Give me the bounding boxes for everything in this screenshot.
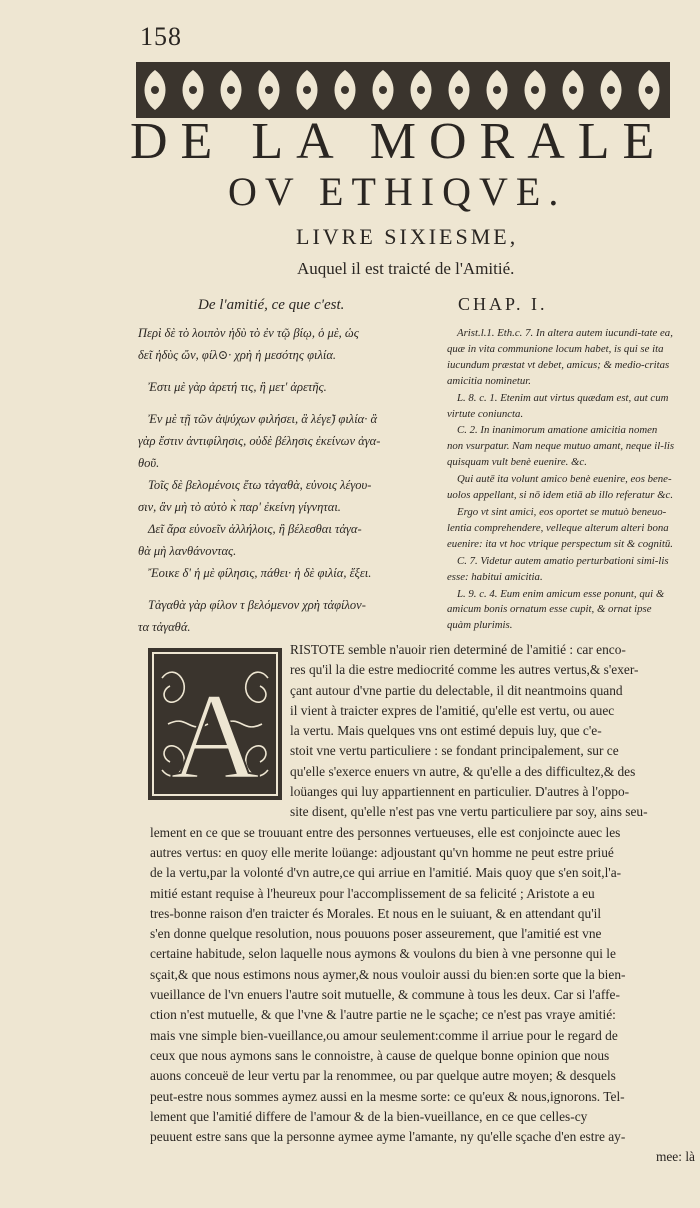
body-line: s'en donne quelque resolution, nous pouuons poser asseurement, que l'amitié est vne bbox=[150, 926, 602, 942]
greek-passage: Δεῖ ἄρα εὐνοεῖν ἀλλήλοις, ἢ βέλεσθαι τἀγα- θὰ μὴ λανθάνοντας. bbox=[138, 522, 362, 558]
book-heading: LIVRE SIXIESME, bbox=[296, 224, 519, 249]
greek-passage: Ἐν μὲ τῇ τῶν ἀψύχων φιλήσει, ἃ λέγε̃) φιλία· ἃ γὰρ ἔστιν ἀντιφίλησις, οὐδὲ βέλησις ἐκείνων ἀγα- θοῦ. bbox=[138, 412, 381, 470]
svg-text:A: A bbox=[170, 668, 260, 800]
book-subject: Auquel il est traicté de l'Amitié. bbox=[297, 259, 515, 278]
ornament-dot bbox=[303, 86, 311, 94]
title-sub: OV ETHIQVE. bbox=[228, 169, 567, 214]
body-line: loüanges qui luy appartiennent en particulier. D'autres à l'oppo- bbox=[290, 784, 630, 800]
ornament-dot bbox=[379, 86, 387, 94]
body-text bbox=[150, 640, 695, 1168]
body-line: autres vertus: en quoy elle merite loüange: adjoustant qu'vn homme ne peut estre priué bbox=[150, 844, 614, 860]
greek-passage: Τἀγαθὰ γὰρ φίλον τ βελόμενον χρὴ τἀφίλον- τα τἀγαθά. bbox=[138, 598, 366, 634]
ornament-dot bbox=[645, 86, 653, 94]
margin-note: C. 2. In inanimorum amatione amicitia nomen non vsurpatur. Nam neque mutuo amant, neque il-lis quisquam vult benè euenire. &c. bbox=[447, 424, 675, 469]
body-line: il vient à traicter expres de l'amitié, qu'elle est vertu, ou auec bbox=[290, 702, 615, 718]
body-line: site disent, qu'elle n'est pas vne vertu particuliere par soy, ains seu- bbox=[290, 804, 648, 820]
margin-note: Qui autē ita volunt amico benè euenire, eos bene-uolos appellant, si nō idem etiā ab illo referatur &c. bbox=[447, 473, 674, 502]
body-line: ction n'est mutuelle, & que l'vne & l'autre partie ne le sçache; ce n'est pas vraye amitié: bbox=[150, 1007, 616, 1023]
ornament-dot bbox=[151, 86, 159, 94]
margin-note: Ergo vt sint amici, eos oportet se mutuò beneuo-lentia comprehendere, velleque alterum alteri bona euenire: ita vt hoc vtrique perspectum sit & cognitū. bbox=[447, 505, 673, 550]
ornament-dot bbox=[265, 86, 273, 94]
ornament-dot bbox=[607, 86, 615, 94]
body-line: la vertu. Mais quelques vns ont estimé depuis luy, que c'e- bbox=[290, 723, 602, 739]
margin-note: L. 8. c. 1. Etenim aut virtus quædam est, aut cum virtute coniuncta. bbox=[447, 391, 669, 420]
ornament-dot bbox=[531, 86, 539, 94]
body-line: tres-bonne raison d'en traicter és Morales. Et nous en le suiuant, & en attendant qu'il bbox=[150, 905, 602, 921]
greek-quotations bbox=[138, 322, 428, 648]
greek-passage: Περὶ δὲ τὸ λοιπὸν ἡδὺ τὸ ἐν τῷ βίῳ, ὁ μὲ, ὡς δεῖ ἡδὺς ὤν, φίλ⊙· χρὴ ἡ μεσότης φιλία. bbox=[138, 326, 359, 362]
ornamental-headband bbox=[136, 62, 670, 118]
body-line: res qu'il la die estre mediocrité comme les autres vertus,& s'exer- bbox=[290, 662, 639, 678]
body-line: mitié estant requise à l'heureux pour l'accomplissement de sa felicité ; Aristote a eu bbox=[150, 885, 595, 901]
body-line: mee: là bbox=[655, 1149, 695, 1165]
greek-passage: Ἐστι μὲ γὰρ ἀρετή τις, ἢ μετ' ἀρετῆς. bbox=[148, 380, 327, 394]
body-line: auons conceuë de leur vertu par la renommee, ou par quelque autre moyen; & desquels bbox=[150, 1068, 616, 1084]
body-line: lement en ce que se trouuant entre des personnes vertueuses, elle est conjoincte auec les bbox=[150, 824, 621, 840]
body-line: qu'elle s'exerce enuers vn autre, & qu'elle a des difficultez,& des bbox=[290, 763, 636, 779]
body-line: mais vne simple bien-vueillance,ou amour seulement:comme il arriue pour le regard de bbox=[150, 1027, 618, 1043]
body-line: çant autour d'vne partie du delectable, il dit neantmoins quand bbox=[290, 682, 623, 698]
margin-note: Arist.l.1. Eth.c. 7. In altera autem iucundi-tate ea, quæ in vita communione locum habet, is qui se ita iucundum præstat vt debet, amicus; & medio-critas amicitia nominetur. bbox=[447, 327, 673, 387]
body-line: certaine habitude, selon laquelle nous aymons & voulons du bien à vne personne qui le bbox=[150, 946, 616, 962]
page-number: 158 bbox=[140, 22, 182, 51]
margin-notes bbox=[447, 326, 675, 635]
greek-passage: Ἔοικε δ' ἡ μὲ φίλησις, πάθει· ἡ δὲ φιλία, ἕξει. bbox=[148, 566, 372, 580]
chapter-subtitle: De l'amitié, ce que c'est. bbox=[198, 297, 345, 313]
body-line: lement que l'amitié differe de l'amour & de la bien-vueillance, en ce que celles-cy bbox=[150, 1108, 588, 1124]
ornament-dot bbox=[455, 86, 463, 94]
margin-note: L. 9. c. 4. Eum enim amicum esse ponunt, qui & amicum bonis ornatum esse cupit, & ornat ipse quàm plurimis. bbox=[447, 587, 665, 632]
ornament-dot bbox=[189, 86, 197, 94]
chapter-label: CHAP. I. bbox=[458, 294, 548, 314]
ornament-dot bbox=[227, 86, 235, 94]
body-line: vueillance de l'vn enuers l'autre soit mutuelle, & commune à tous les deux. Car si l'affe- bbox=[150, 987, 620, 1003]
margin-note: C. 7. Videtur autem amatio perturbationi simi-lis esse: habitui amicitia. bbox=[447, 554, 669, 583]
ornament-dot bbox=[417, 86, 425, 94]
greek-passage: Τοῖς δὲ βελομένοις ἔτω τἀγαθὰ, εὐνοις λέγου- σιν, ἂν μὴ τὸ αὐτὸ κ̀ παρ' ἐκείνη γίγνηται. bbox=[138, 478, 372, 514]
body-line: peut-estre nous sommes aymez aussi en la mesme sorte: ce qu'eux & nous,ignorons. Tel- bbox=[150, 1088, 625, 1104]
body-line: sçait,& que nous estimons nous aymer,& nous vouloir aussi du bien:en sorte que la bien- bbox=[150, 966, 626, 982]
body-line: ceux que nous aymons sans le connoistre, à cause de quelque bonne opinion que nous bbox=[150, 1047, 610, 1063]
body-line: de la vertu,par la volonté d'vn autre,ce qui arriue en l'amitié. Mais quoy que s'en soit,l'a- bbox=[150, 865, 622, 881]
ornament-dot bbox=[493, 86, 501, 94]
body-line: RISTOTE semble n'auoir rien determiné de l'amitié : car enco- bbox=[290, 642, 626, 657]
ornament-dot bbox=[341, 86, 349, 94]
body-line: peuuent estre sans que la personne aymee ayme l'amante, ny qu'elle sçache d'en estre ay- bbox=[150, 1129, 626, 1145]
body-line: stoit vne vertu particuliere : se fondant principalement, sur ce bbox=[290, 743, 619, 759]
ornament-dot bbox=[569, 86, 577, 94]
title-main: DE LA MORALE bbox=[130, 113, 668, 170]
